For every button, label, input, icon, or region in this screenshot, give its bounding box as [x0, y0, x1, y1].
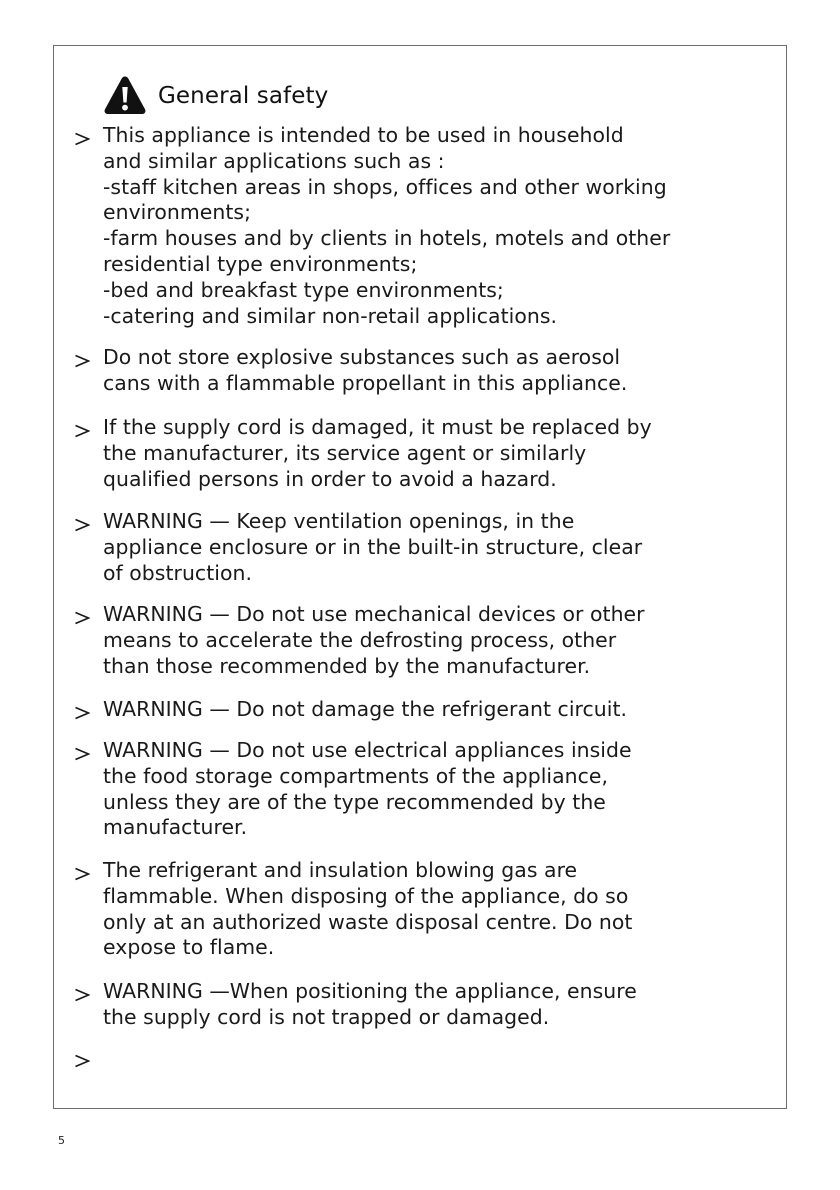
item-text: If the supply cord is damaged, it must be replaced by the manufacturer, its service agent or similarly qualified persons in order to avoid a hazard.: [103, 415, 652, 491]
list-item: [74, 979, 754, 1031]
item-text: The refrigerant and insulation blowing gas are flammable. When disposing of the appliance, do so only at an authorized waste disposal centre. Do not expose to flame.: [103, 858, 633, 960]
arrow-bullet-icon: [74, 611, 90, 625]
arrow-bullet-icon: [74, 424, 90, 438]
section-title: General safety: [158, 82, 329, 109]
item-text: WARNING — Do not use mechanical devices or other means to accelerate the defrosting process, other than those recommended by the manufacturer.: [103, 602, 645, 678]
arrow-bullet-icon: [74, 867, 90, 881]
list-item: [74, 858, 754, 961]
list-item: [74, 738, 754, 841]
item-text: Do not store explosive substances such as aerosol cans with a flammable propellant in this appliance.: [103, 345, 628, 395]
section-heading: [103, 72, 328, 118]
arrow-bullet-icon: [74, 132, 90, 146]
item-text: WARNING — Keep ventilation openings, in the appliance enclosure or in the built-in structure, clear of obstruction.: [103, 509, 643, 585]
arrow-bullet-icon: [74, 1054, 90, 1068]
arrow-bullet-icon: [74, 706, 90, 720]
item-text: WARNING — Do not damage the refrigerant circuit.: [103, 697, 628, 721]
list-item: [74, 697, 754, 723]
list-item: [74, 345, 754, 397]
arrow-bullet-icon: [74, 354, 90, 368]
list-item: [74, 123, 754, 329]
arrow-bullet-icon: [74, 988, 90, 1002]
list-item: [74, 509, 754, 586]
item-text: WARNING — Do not use electrical appliances inside the food storage compartments of the appliance, unless they are of the type recommended by the manufacturer.: [103, 738, 632, 840]
arrow-bullet-icon: [74, 518, 90, 532]
item-text: This appliance is intended to be used in household and similar applications such as : -staff kitchen areas in shops, offices and other working environments; -farm houses and by clients in hotels, motels and other residential type environments; -bed and breakfast type environments; -catering and similar non-retail applications.: [103, 123, 671, 328]
list-item: [74, 415, 754, 492]
warning-triangle-icon: [103, 74, 147, 116]
item-text: WARNING —When positioning the appliance, ensure the supply cord is not trapped or damaged.: [103, 979, 637, 1029]
arrow-bullet-icon: [74, 747, 90, 761]
list-item: [74, 602, 754, 679]
page-number: 5: [58, 1134, 65, 1147]
